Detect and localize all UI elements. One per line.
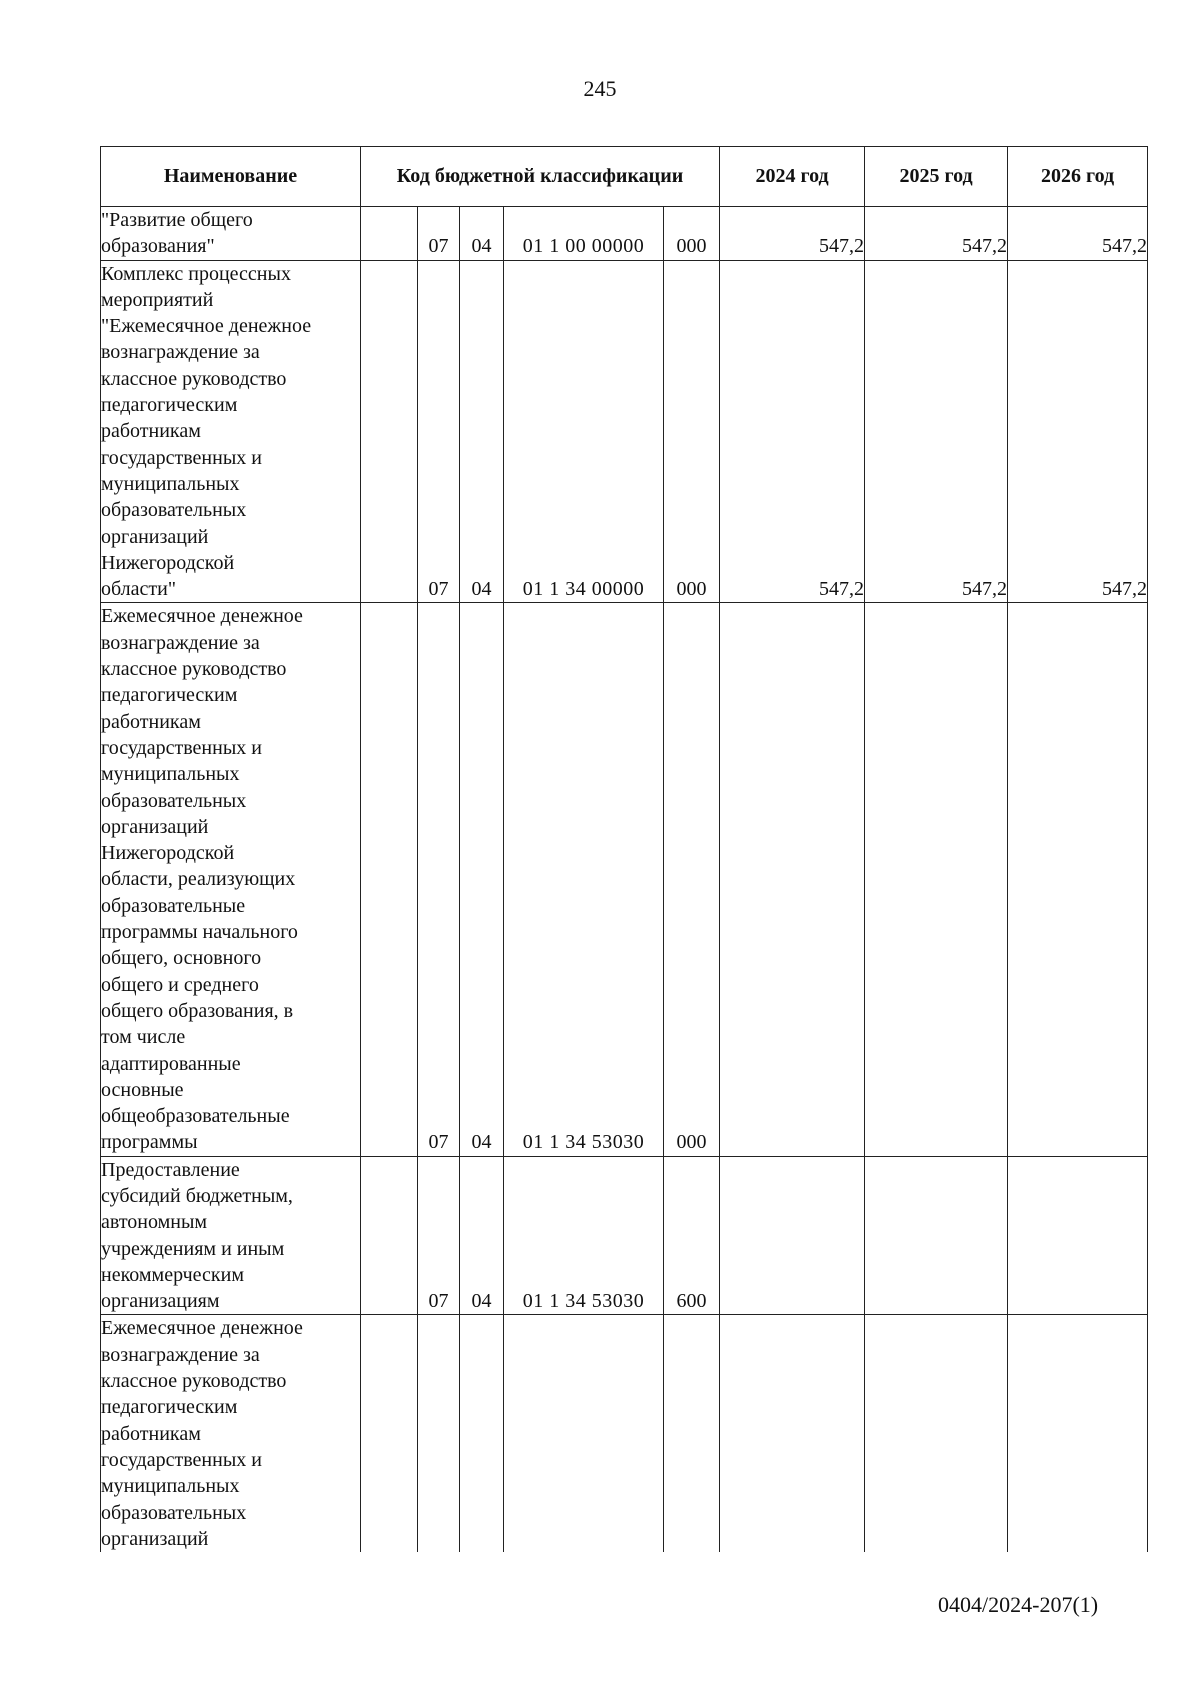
name-line: классное руководство	[101, 658, 287, 681]
name-line: педагогическим	[101, 394, 238, 417]
cell-amount-2025	[865, 1156, 1008, 1315]
cell-subsection: 04	[460, 207, 504, 261]
page-number: 245	[583, 76, 617, 101]
name-line: том числе	[101, 1026, 186, 1049]
document-id: 0404/2024-207(1)	[938, 1592, 1099, 1617]
name-line: общего и среднего	[101, 973, 259, 996]
name-line: образовательных	[101, 789, 247, 812]
name-line: организаций	[101, 525, 209, 548]
cell-grbs	[361, 603, 418, 1156]
cell-expense-type	[664, 1315, 720, 1552]
name-line: муниципальных	[101, 472, 240, 495]
cell-grbs	[361, 260, 418, 603]
cell-name	[101, 260, 361, 603]
cell-name	[101, 603, 361, 1156]
cell-expense-type: 000	[664, 260, 720, 603]
cell-amount-2024	[720, 603, 865, 1156]
name-line: субсидий бюджетным,	[101, 1184, 293, 1207]
cell-expense-type: 600	[664, 1156, 720, 1315]
name-line: образования"	[101, 235, 215, 258]
cell-target-article: 01 1 00 00000	[504, 207, 664, 261]
name-line: образовательных	[101, 499, 247, 522]
name-line: "Развитие общего	[101, 209, 253, 231]
table-row	[101, 260, 1148, 603]
name-line: Предоставление	[101, 1158, 240, 1181]
table-header-row	[101, 147, 1148, 207]
name-line: вознаграждение за	[101, 1343, 260, 1366]
name-line: Нижегородской	[101, 551, 235, 574]
name-line: основные	[101, 1078, 184, 1101]
cell-amount-2026	[1008, 603, 1148, 1156]
cell-target-article: 01 1 34 00000	[504, 260, 664, 603]
name-line: педагогическим	[101, 1396, 238, 1419]
name-line: Нижегородской	[101, 842, 235, 865]
name-line: государственных и	[101, 1448, 262, 1471]
name-line: классное руководство	[101, 367, 287, 390]
budget-table	[100, 146, 1148, 1552]
name-line: Ежемесячное денежное	[101, 1317, 303, 1340]
name-line: педагогическим	[101, 684, 238, 707]
cell-target-article: 01 1 34 53030	[504, 603, 664, 1156]
name-line: некоммерческим	[101, 1263, 244, 1286]
cell-subsection: 04	[460, 603, 504, 1156]
name-line: муниципальных	[101, 1475, 240, 1498]
name-line: области, реализующих	[101, 868, 296, 891]
name-line: вознаграждение за	[101, 341, 260, 364]
name-line: автономным	[101, 1211, 208, 1234]
cell-name	[101, 207, 361, 261]
cell-section: 07	[418, 207, 460, 261]
table-row	[101, 1315, 1148, 1552]
name-line: государственных и	[101, 446, 262, 469]
name-line: организаций	[101, 1527, 209, 1550]
name-line: работникам	[101, 710, 201, 733]
name-line: учреждениям и иным	[101, 1237, 285, 1260]
header-year-2026: 2026 год	[1008, 147, 1148, 207]
cell-target-article	[504, 1315, 664, 1552]
name-line: образовательные	[101, 894, 246, 917]
header-name: Наименование	[101, 147, 361, 207]
cell-amount-2024: 547,2	[720, 260, 865, 603]
cell-section: 07	[418, 260, 460, 603]
name-line: общеобразовательные	[101, 1105, 290, 1128]
table-body	[101, 207, 1148, 1553]
name-line: организациям	[101, 1290, 220, 1313]
header-year-2025: 2025 год	[865, 147, 1008, 207]
name-line: мероприятий	[101, 288, 214, 311]
cell-amount-2024	[720, 1156, 865, 1315]
name-line: общего образования, в	[101, 999, 294, 1022]
cell-grbs	[361, 1315, 418, 1552]
cell-expense-type: 000	[664, 603, 720, 1156]
name-line: программы начального	[101, 921, 298, 944]
name-line: классное руководство	[101, 1370, 287, 1393]
cell-section: 07	[418, 603, 460, 1156]
name-line: работникам	[101, 1422, 201, 1445]
name-line: организаций	[101, 815, 209, 838]
name-line: образовательных	[101, 1501, 247, 1524]
cell-section	[418, 1315, 460, 1552]
cell-target-article: 01 1 34 53030	[504, 1156, 664, 1315]
cell-amount-2024	[720, 1315, 865, 1552]
name-line: "Ежемесячное денежное	[101, 315, 312, 338]
cell-name	[101, 1315, 361, 1552]
cell-grbs	[361, 1156, 418, 1315]
name-line: общего, основного	[101, 947, 262, 970]
table-row	[101, 207, 1148, 261]
cell-name	[101, 1156, 361, 1315]
cell-expense-type: 000	[664, 207, 720, 261]
table-row	[101, 603, 1148, 1156]
table-row	[101, 1156, 1148, 1315]
cell-amount-2026: 547,2	[1008, 260, 1148, 603]
cell-amount-2026	[1008, 1156, 1148, 1315]
cell-amount-2025	[865, 1315, 1008, 1552]
cell-section: 07	[418, 1156, 460, 1315]
cell-amount-2026	[1008, 1315, 1148, 1552]
cell-amount-2024: 547,2	[720, 207, 865, 261]
cell-subsection	[460, 1315, 504, 1552]
cell-subsection: 04	[460, 260, 504, 603]
cell-amount-2025: 547,2	[865, 260, 1008, 603]
cell-amount-2025	[865, 603, 1008, 1156]
name-line: Комплекс процессных	[101, 262, 291, 285]
header-year-2024: 2024 год	[720, 147, 865, 207]
name-line: Ежемесячное денежное	[101, 605, 303, 628]
name-line: муниципальных	[101, 763, 240, 786]
header-code: Код бюджетной классификации	[361, 147, 720, 207]
name-line: работникам	[101, 420, 201, 443]
cell-amount-2026: 547,2	[1008, 207, 1148, 261]
name-line: государственных и	[101, 736, 262, 759]
name-line: области"	[101, 578, 177, 601]
cell-amount-2025: 547,2	[865, 207, 1008, 261]
name-line: адаптированные	[101, 1052, 241, 1075]
cell-subsection: 04	[460, 1156, 504, 1315]
name-line: программы	[101, 1131, 198, 1154]
name-line: вознаграждение за	[101, 631, 260, 654]
cell-grbs	[361, 207, 418, 261]
